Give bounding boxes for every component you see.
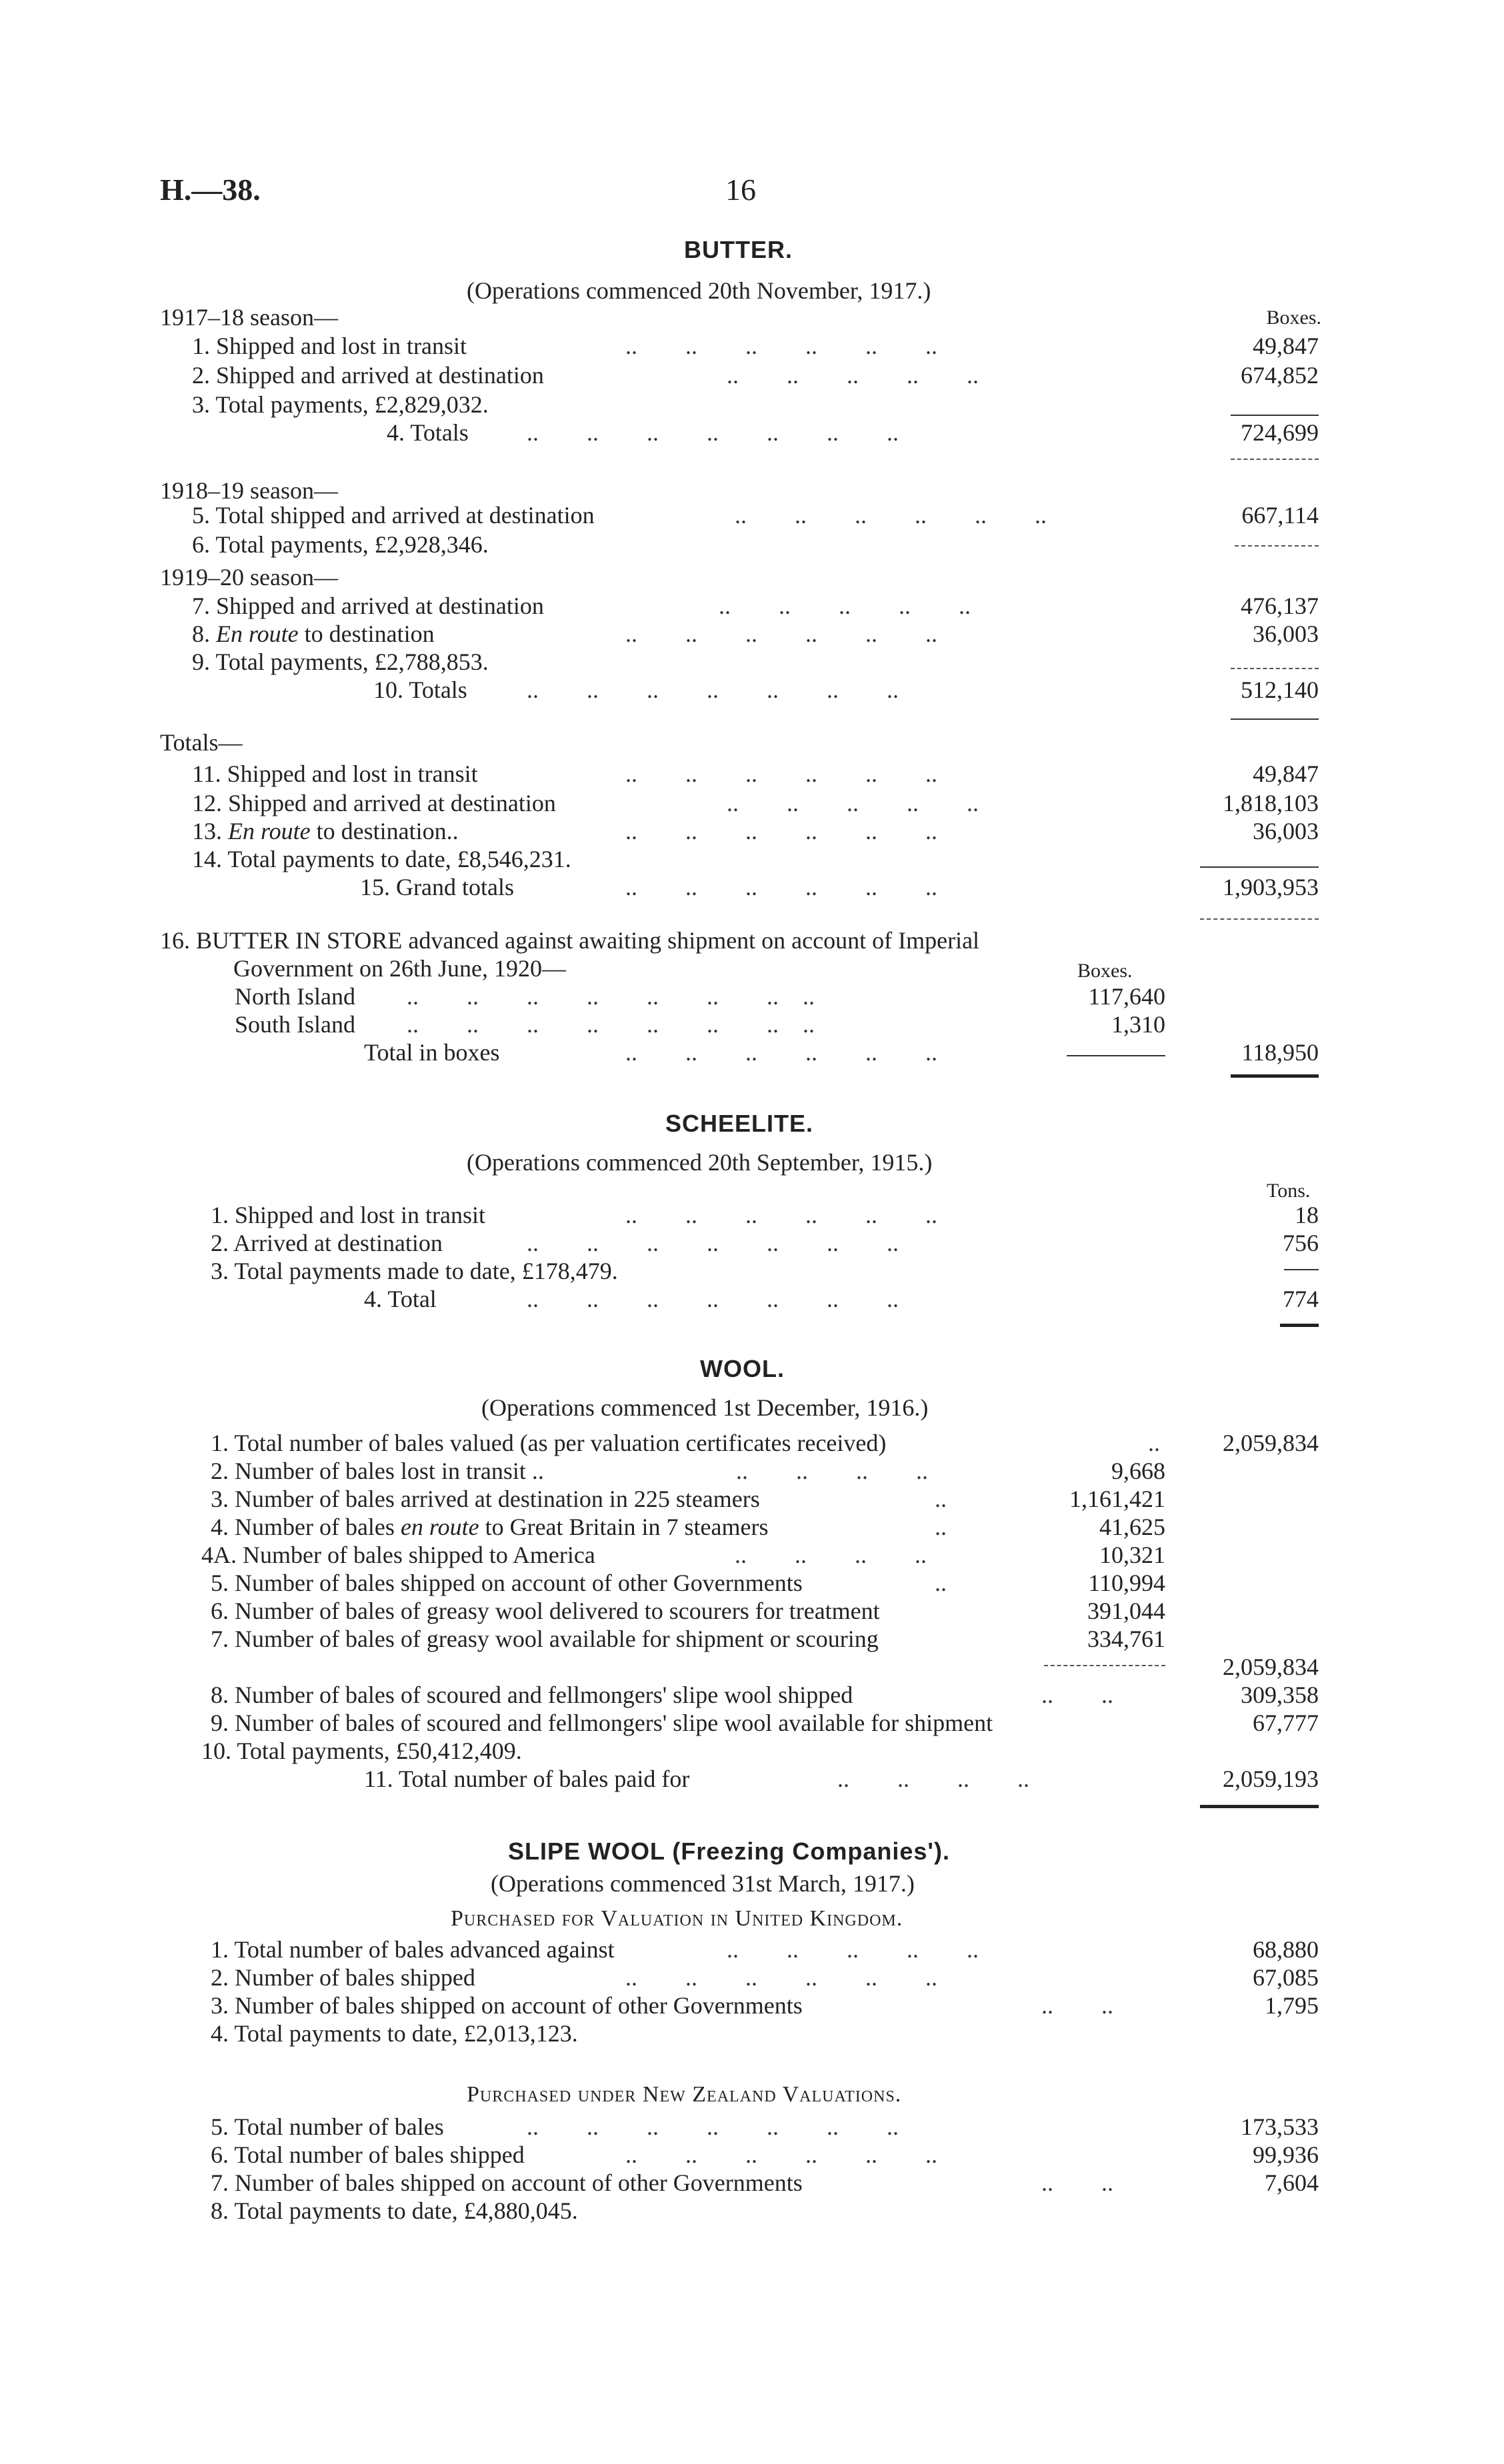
list-item: 11. Total number of bales paid for .. .. .. .. 2,059,193: [364, 1766, 1319, 1792]
report-reference: H.—38.: [160, 173, 261, 207]
list-item: 4A. Number of bales shipped to America .. .. .. .. 10,321: [201, 1542, 1165, 1568]
list-item: 3. Total payments made to date, £178,479.: [211, 1258, 618, 1284]
list-item: 9. Number of bales of scoured and fellmongers' slipe wool available for shipment 67,777: [211, 1710, 1319, 1736]
list-item: 11. Shipped and lost in transit .. .. .. .. .. .. 49,847: [192, 760, 1319, 787]
list-item: 1. Shipped and lost in transit .. .. .. .. .. .. 49,847: [192, 333, 1319, 359]
divider: [1235, 545, 1319, 547]
divider: [1200, 918, 1319, 920]
wool-title: WOOL.: [700, 1355, 785, 1382]
list-item: 2. Arrived at destination .. .. .. .. .. .. .. 756: [211, 1230, 1319, 1256]
divider: [1200, 866, 1319, 868]
list-item: 3. Number of bales arrived at destination in 225 steamers .. 1,161,421: [211, 1486, 1165, 1512]
season-1918-label: 1918–19 season—: [160, 477, 338, 504]
divider: [1280, 1324, 1319, 1327]
season-1917-label: 1917–18 season—: [160, 304, 338, 331]
list-item: 9. Total payments, £2,788,853.: [192, 648, 489, 675]
list-item: 2. Number of bales lost in transit .. .. .. .. .. 9,668: [211, 1458, 1165, 1484]
list-item: 5. Number of bales shipped on account of other Governments .. 110,994: [211, 1570, 1165, 1596]
list-item: 7. Shipped and arrived at destination .. .. .. .. .. 476,137: [192, 593, 1319, 619]
divider: [1284, 1269, 1319, 1270]
list-item: 1. Shipped and lost in transit .. .. .. .. .. .. 18: [211, 1202, 1319, 1228]
list-item: 3. Total payments, £2,829,032.: [192, 391, 489, 418]
list-item: 6. Total payments, £2,928,346.: [192, 531, 489, 558]
divider: [1231, 415, 1319, 416]
list-item: 3. Number of bales shipped on account of other Governments .. .. 1,795: [211, 1992, 1319, 2019]
list-item: 4. Number of bales en route to Great Britain in 7 steamers .. 41,625: [211, 1514, 1165, 1540]
scheelite-title: SCHEELITE.: [665, 1110, 814, 1137]
list-item: 1. Total number of bales advanced against .. .. .. .. .. 68,880: [211, 1936, 1319, 1963]
page-number: 16: [725, 173, 756, 207]
list-item: 5. Total number of bales .. .. .. .. .. .. .. 173,533: [211, 2113, 1319, 2140]
list-item: 4. Totals .. .. .. .. .. .. .. 724,699: [387, 419, 1319, 446]
slipe-subtitle: (Operations commenced 31st March, 1917.): [491, 1870, 915, 1897]
season-1919-label: 1919–20 season—: [160, 564, 338, 591]
totals-label: Totals—: [160, 729, 243, 756]
list-item: 6. Number of bales of greasy wool delivered to scourers for treatment 391,044: [211, 1598, 1165, 1624]
list-item: Government on 26th June, 1920— Boxes.: [233, 955, 1133, 982]
scheelite-unit: Tons.: [1267, 1180, 1311, 1202]
list-item: 10. Total payments, £50,412,409.: [201, 1738, 522, 1764]
list-item: 2. Number of bales shipped .. .. .. .. .. .. 67,085: [211, 1964, 1319, 1991]
divider: [1200, 1805, 1319, 1808]
slipe-heading-nz: Purchased under New Zealand Valuations.: [467, 2082, 902, 2107]
divider: [1231, 1074, 1319, 1078]
slipe-heading-uk: Purchased for Valuation in United Kingdom.: [451, 1906, 903, 1931]
divider: [1231, 668, 1319, 669]
list-item: 8. En route to destination .. .. .. .. .. .. 36,003: [192, 620, 1319, 647]
divider: [1231, 459, 1319, 460]
list-item: 12. Shipped and arrived at destination .. .. .. .. .. 1,818,103: [192, 790, 1319, 816]
list-item: 7. Number of bales shipped on account of other Governments .. .. 7,604: [211, 2169, 1319, 2196]
list-item: 1. Total number of bales valued (as per valuation certificates received) .. 2,059,834: [211, 1430, 1319, 1456]
divider: [1067, 1055, 1165, 1056]
list-item: 16. BUTTER IN STORE advanced against awaiting shipment on account of Imperial: [160, 927, 980, 954]
list-item: 2. Shipped and arrived at destination .. .. .. .. .. 674,852: [192, 362, 1319, 389]
list-item: Total in boxes .. .. .. .. .. .. 118,950: [364, 1039, 1319, 1066]
list-item: 2,059,834: [1223, 1654, 1319, 1680]
list-item: 10. Totals .. .. .. .. .. .. .. 512,140: [373, 676, 1319, 703]
list-item: 8. Number of bales of scoured and fellmongers' slipe wool shipped .. .. 309,358: [211, 1682, 1319, 1708]
wool-subtitle: (Operations commenced 1st December, 1916.): [481, 1394, 929, 1421]
list-item: 4. Total payments to date, £2,013,123.: [211, 2020, 578, 2047]
scheelite-subtitle: (Operations commenced 20th September, 1915.): [467, 1149, 933, 1176]
list-item: 4. Total .. .. .. .. .. .. .. 774: [364, 1286, 1319, 1312]
list-item: 7. Number of bales of greasy wool available for shipment or scouring 334,761: [211, 1626, 1165, 1652]
slipe-title: SLIPE WOOL (Freezing Companies').: [508, 1838, 950, 1865]
list-item: 14. Total payments to date, £8,546,231.: [192, 846, 571, 872]
divider: [1231, 718, 1319, 720]
list-item: 8. Total payments to date, £4,880,045.: [211, 2197, 578, 2224]
list-item: South Island .. .. .. .. .. .. .. .. 1,310: [235, 1011, 1165, 1038]
list-item: 5. Total shipped and arrived at destination .. .. .. .. .. .. 667,114: [192, 502, 1319, 529]
butter-title: BUTTER.: [684, 236, 793, 263]
list-item: 6. Total number of bales shipped .. .. .. .. .. .. 99,936: [211, 2141, 1319, 2168]
list-item: 15. Grand totals .. .. .. .. .. .. 1,903,953: [360, 874, 1319, 900]
document-page: H.—38. 16 BUTTER. (Operations commenced 20th November, 1917.) Boxes. 1917–18 season— 1. Shipped and lost in transit .. .. .. .. .. .. 49,847 2. Shipped and arrived at destination .. .. .. .. .. 674,852 3. Total payments, £2,829,032. 4. Totals .. .. .. .. .. .. .. 724,699 1918–19 season— 5. Total shipped and arrived at destination .. .. .. .. .. .. 667,114 6. Total payments, £2,928,346. 1919–20 season— 7. Shipped and arrived at destination .. .. .. .. .. 476,137 8. En route to destination .. .. .. .. .. .. 36,003 9. Total payments, £2,788,853. 10. Totals .. .. .. .. .. .. .. 512,140 Totals— 11. Shipped and lost in transit .. .. .. .. .. .. 49,847 12. Shipped and arrived at destination .. .. .. .. .. 1,818,103 13. En route to destination.. .. .. .. .. .. .. 36,003 14. Total payments to date, £8,546,231. 15. Grand totals .. .. .. .. .. .. 1,903,953 16. BUTTER IN STORE advanced against awaiting shipment on account of Imperial Government on 26th June, 1920— Boxes. North Island .. .. .. .. .. .. .. .. 117,640 South Island .. .. .. .. .. .. .. .. 1,310 Total in boxes .. .. .. .. .. .. 118,950 SCHEELITE. (Operations commenced 20th September, 1915.) Tons. 1. Shipped and lost in transit .. .. .. .. .. .. 18 2. Arrived at destination .. .. .. .. .. .. .. 756 3. Total payments made to date, £178,479. 4. Total .. .. .. .. .. .. .. 774 WOOL. (Operations commenced 1st December, 1916.) 1. Total number of bales valued (as per valuation certificates received) .. 2,059,834 2. Number of bales lost in transit .. .. .. .. .. 9,668 3. Number of bales arrived at destination in 225 steamers .. 1,161,421 4. Number of bales en route to Great Britain in 7 steamers .. 41,625 4A. Number of bales shipped to America .. .. .. .. 10,321 5. Number of bales shipped on account of other Governments .. 110,994 6. Number of bales of greasy wool delivered to scourers for treatment 391,044 7. Number of bales of greasy wool available for shipment or scouring 334,761 2,059,834 8. Number of bales of scoured and fellmongers' slipe wool shipped .. .. 309,358 9. Number of bales of scoured and fellmongers' slipe wool available for shipment 67,777 10. Total payments, £50,412,409. 11. Total number of bales paid for .. .. .. .. 2,059,193 SLIPE WOOL (Freezing Companies'). (Operations commenced 31st March, 1917.) Purchased for Valuation in United Kingdom. 1. Total number of bales advanced against .. .. .. .. .. 68,880 2. Number of bales shipped .. .. .. .. .. .. 67,085 3. Number of bales shipped on account of other Governments .. .. 1,795 4. Total payments to date, £2,013,123. Purchased under New Zealand Valuations. 5. Total number of bales .. .. .. .. .. .. .. 173,533 6. Total number of bales shipped .. .. .. .. .. .. 99,936 7. Number of bales shipped on account of other Governments .. .. 7,604 8. Total payments to date, £4,880,045.: [0, 0, 1504, 2464]
list-item: North Island .. .. .. .. .. .. .. .. 117,640: [235, 983, 1165, 1010]
list-item: 13. En route to destination.. .. .. .. .. .. .. 36,003: [192, 818, 1319, 844]
butter-subtitle: (Operations commenced 20th November, 1917.): [467, 277, 931, 304]
